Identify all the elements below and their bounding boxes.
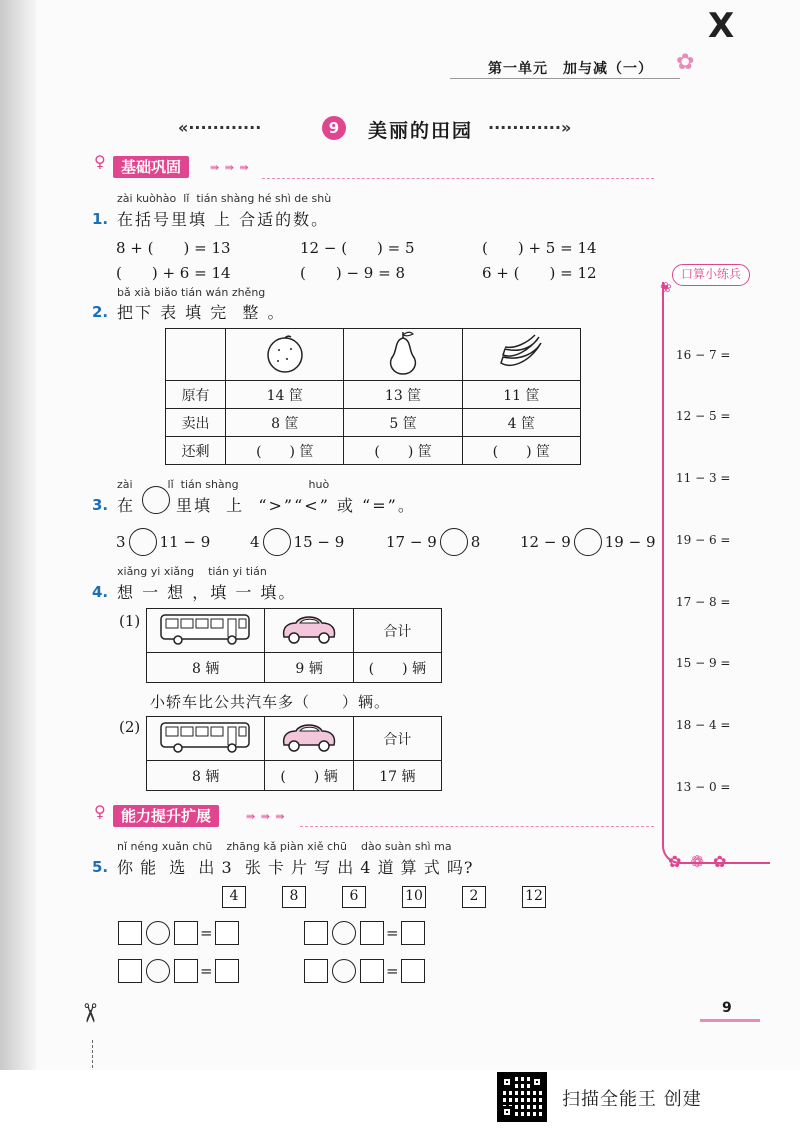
q3-item-4-right: 19 − 9 (604, 533, 656, 551)
q3-item-4 (520, 528, 656, 556)
girl-icon: ♀ (94, 152, 106, 171)
pear-sold: 5 筐 (344, 409, 462, 437)
mental-math-eq-1: 16 − 7 = (676, 348, 731, 362)
table-corner-cell (166, 329, 226, 381)
q3-answer-circle-2[interactable] (263, 528, 291, 556)
row-label-left: 还剩 (166, 437, 226, 465)
orange-icon (263, 331, 307, 375)
mental-math-eq-8: 13 − 0 = (676, 780, 731, 794)
operator-circle[interactable] (146, 959, 170, 983)
answer-box[interactable] (360, 959, 384, 983)
cross-mark: X (708, 6, 735, 46)
q4-part2-total: 17 辆 (353, 761, 441, 791)
operator-circle[interactable] (146, 921, 170, 945)
equals-sign: = (200, 962, 213, 980)
qr-code-icon (497, 1072, 547, 1122)
flower-icon: ✿ (676, 50, 695, 75)
mental-math-eq-3: 11 − 3 = (676, 471, 731, 485)
q5-equation-blank-3 (118, 959, 239, 983)
bus-cell (147, 609, 265, 653)
fruit-table (165, 328, 581, 465)
equals-sign: = (386, 962, 399, 980)
mental-math-panel (662, 282, 770, 864)
car-cell (265, 609, 353, 653)
orange-sold: 8 筐 (226, 409, 344, 437)
q4-part1-table (146, 608, 442, 683)
q5-equation-blank-4 (304, 959, 425, 983)
row-label-sold: 卖出 (166, 409, 226, 437)
q3-item-4-left: 12 − 9 (520, 533, 571, 551)
banana-cell (462, 329, 580, 381)
banana-icon (495, 333, 547, 373)
qr-finder (501, 1106, 513, 1118)
bus-icon (158, 612, 254, 646)
q4-part1-label: (1) (119, 612, 141, 630)
section-arrows: ⇛ ⇛ ⇛ (246, 810, 286, 823)
q5-equation-blank-2 (304, 921, 425, 945)
lesson-left-decoration: «············ (178, 118, 262, 137)
q3-text-a: 在 (117, 496, 136, 515)
cut-line (92, 1040, 93, 1068)
q5-number: 5. (92, 858, 109, 876)
unit-title: 第一单元 加与减（一） (488, 61, 653, 77)
flower-icon: ❀ (660, 280, 672, 296)
answer-box[interactable] (174, 959, 198, 983)
answer-box[interactable] (401, 921, 425, 945)
mental-math-eq-2: 12 − 5 = (676, 409, 731, 423)
q3-number: 3. (92, 496, 109, 514)
q4-number: 4. (92, 583, 109, 601)
q5-pinyin: nǐ néng xuǎn chū zhāng kǎ piàn xiě chū dào suàn shì ma (117, 840, 452, 853)
scanner-watermark: 扫描全能王 创建 (562, 1089, 702, 1110)
q1-text: 在括号里填 上 合适的数。 (117, 210, 330, 229)
flower-swirl-icon: ✿ ❁ ✿ (668, 852, 729, 871)
q4-part1-total-label: 合计 (353, 609, 441, 653)
q4-part2-car-count[interactable]: ( ) 辆 (265, 761, 353, 791)
q1-eq-1: 8 + ( ) = 13 (116, 239, 231, 257)
pear-have: 13 筐 (344, 381, 462, 409)
banana-left[interactable]: ( ) 筐 (462, 437, 580, 465)
answer-box[interactable] (304, 959, 328, 983)
q3-answer-circle-3[interactable] (440, 528, 468, 556)
q1-eq-3: ( ) + 5 = 14 (482, 239, 597, 257)
q3-answer-circle-1[interactable] (129, 528, 157, 556)
q3-item-3-left: 17 − 9 (386, 533, 437, 551)
q4-compare-text: 小轿车比公共汽车多（ ）辆。 (150, 693, 391, 711)
q4-part1-total[interactable]: ( ) 辆 (353, 653, 441, 683)
pear-icon (381, 330, 425, 376)
q2-number: 2. (92, 303, 109, 321)
orange-left[interactable]: ( ) 筐 (226, 437, 344, 465)
qr-finder (531, 1076, 543, 1088)
q5-text: 你 能 选 出 3 张 卡 片 写 出 4 道 算 式 吗? (117, 858, 474, 877)
q3-item-1-right: 11 − 9 (159, 533, 211, 551)
q1-pinyin: zài kuòhào lǐ tián shàng hé shì de shù (117, 192, 332, 205)
q3-item-2-right: 15 − 9 (293, 533, 345, 551)
banana-sold: 4 筐 (462, 409, 580, 437)
q3-item-1 (116, 528, 210, 556)
banana-have: 11 筐 (462, 381, 580, 409)
q4-part2-total-label: 合计 (353, 717, 441, 761)
car-icon (278, 719, 340, 755)
q4-part1-car-count: 9 辆 (265, 653, 353, 683)
q2-pinyin: bǎ xià biǎo tián wán zhěng (117, 286, 266, 299)
q4-pinyin: xiǎng yi xiǎng tián yi tián (117, 565, 267, 578)
number-card: 10 (402, 886, 426, 908)
q3-text-b: 里填 上 “>”“<” 或 “=”。 (176, 496, 416, 515)
number-card: 6 (342, 886, 366, 908)
lesson-right-decoration: ············» (488, 118, 572, 137)
q3-item-1-left: 3 (116, 533, 126, 551)
answer-box[interactable] (401, 959, 425, 983)
answer-box[interactable] (215, 959, 239, 983)
q5-equation-blank-1 (118, 921, 239, 945)
number-card: 12 (522, 886, 546, 908)
q3-item-2-left: 4 (250, 533, 260, 551)
bus-icon (158, 720, 254, 754)
answer-box[interactable] (304, 921, 328, 945)
pear-cell (344, 329, 462, 381)
q4-text: 想 一 想 ，填 一 填。 (117, 583, 297, 602)
answer-box[interactable] (215, 921, 239, 945)
q1-number: 1. (92, 210, 109, 228)
answer-box[interactable] (174, 921, 198, 945)
operator-circle[interactable] (332, 921, 356, 945)
orange-cell (226, 329, 344, 381)
q3-answer-circle-4[interactable] (574, 528, 602, 556)
q3-circle-example (142, 486, 170, 514)
section-divider (300, 826, 654, 827)
q3-pinyin: zài lǐ tián shàng huò (117, 478, 330, 491)
lesson-number-badge: 9 (322, 116, 346, 140)
book-spine-shadow (0, 0, 36, 1070)
girl-icon: ♀ (94, 802, 106, 821)
q1-eq-5: ( ) − 9 = 8 (300, 264, 406, 282)
mental-math-eq-6: 15 − 9 = (676, 656, 731, 670)
pear-left[interactable]: ( ) 筐 (344, 437, 462, 465)
q3-item-3 (386, 528, 480, 556)
section-banner-advanced: 能力提升扩展 (113, 805, 219, 827)
page-number: 9 (722, 1000, 732, 1016)
q2-text: 把下 表 填 完 整 。 (117, 303, 286, 322)
answer-box[interactable] (118, 959, 142, 983)
orange-have: 14 筐 (226, 381, 344, 409)
mental-math-eq-4: 19 − 6 = (676, 533, 731, 547)
q4-part2-label: (2) (119, 718, 141, 736)
number-card: 4 (222, 886, 246, 908)
equals-sign: = (200, 924, 213, 942)
q4-part2-table (146, 716, 442, 791)
section-divider (262, 178, 654, 179)
mental-math-eq-7: 18 − 4 = (676, 718, 731, 732)
q1-eq-4: ( ) + 6 = 14 (116, 264, 231, 282)
number-card: 2 (462, 886, 486, 908)
mental-math-eq-5: 17 − 8 = (676, 595, 731, 609)
car-icon (278, 611, 340, 647)
page-number-bar (700, 1019, 760, 1022)
section-banner-basic: 基础巩固 (113, 156, 189, 178)
row-label-have: 原有 (166, 381, 226, 409)
q1-eq-6: 6 + ( ) = 12 (482, 264, 597, 282)
q4-part1-bus-count: 8 辆 (147, 653, 265, 683)
q1-eq-2: 12 − ( ) = 5 (300, 239, 415, 257)
q3-item-2 (250, 528, 344, 556)
header-rule (450, 78, 680, 79)
q4-part2-bus-count: 8 辆 (147, 761, 265, 791)
answer-box[interactable] (360, 921, 384, 945)
mental-math-title: 口算小练兵 (672, 264, 750, 286)
answer-box[interactable] (118, 921, 142, 945)
bus-cell-2 (147, 717, 265, 761)
section-arrows: ⇛ ⇛ ⇛ (210, 161, 250, 174)
lesson-title: 美丽的田园 (368, 120, 474, 142)
operator-circle[interactable] (332, 959, 356, 983)
equals-sign: = (386, 924, 399, 942)
number-card: 8 (282, 886, 306, 908)
qr-finder (501, 1076, 513, 1088)
scissors-icon: ✂ (73, 1002, 104, 1024)
q3-item-3-right: 8 (470, 533, 481, 551)
car-cell-2 (265, 717, 353, 761)
